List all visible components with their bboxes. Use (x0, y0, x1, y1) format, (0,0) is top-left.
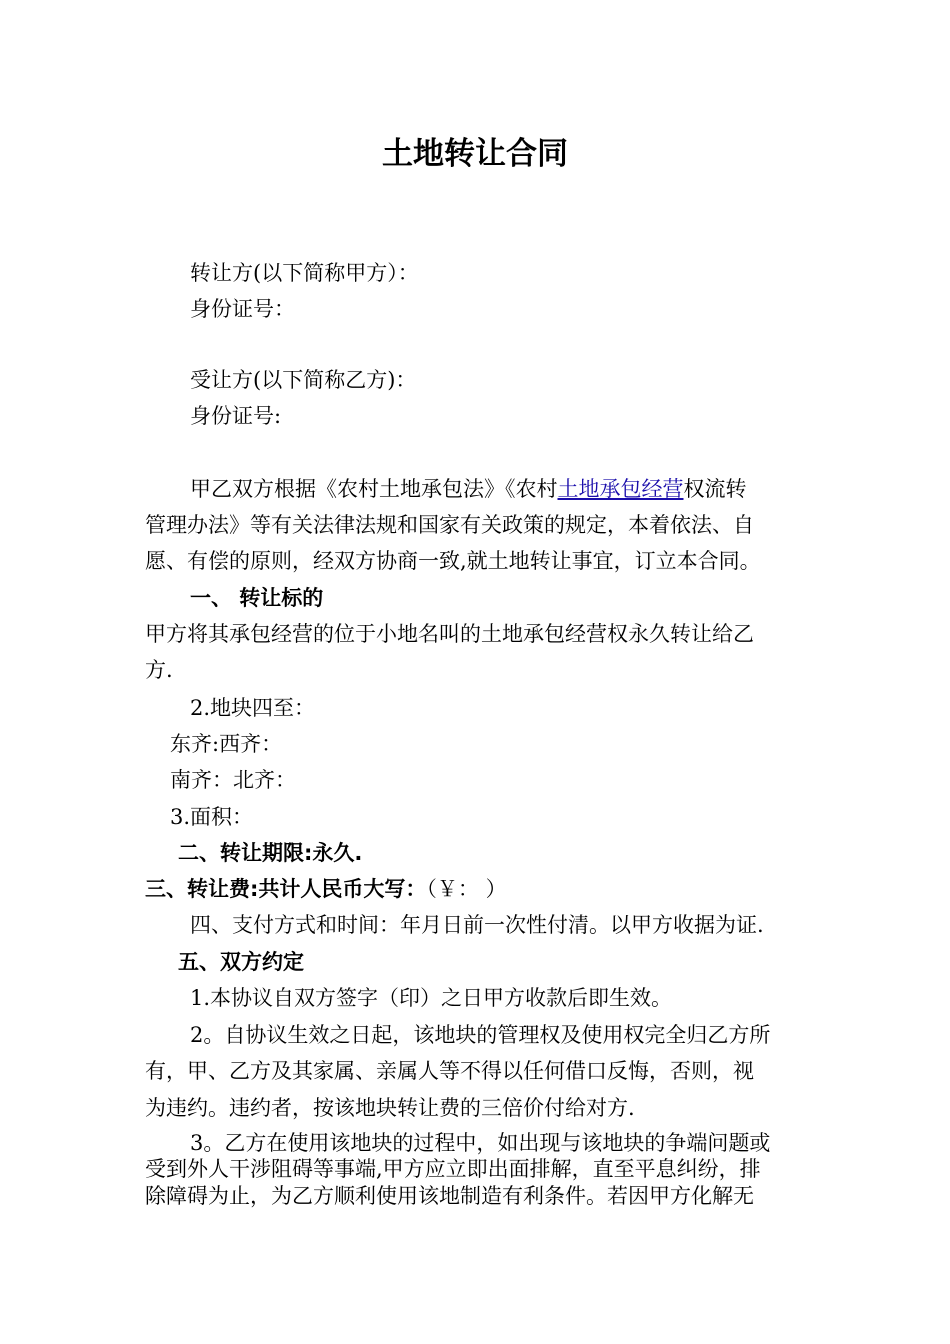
section5-item-2-line-1: 2。自协议生效之日起，该地块的管理权及使用权完全归乙方所 (190, 1023, 771, 1047)
transferee-id-line: 身份证号: (190, 404, 282, 428)
section5-item-2-line-3: 为违约。违约者，按该地块转让费的三倍价付给对方. (145, 1096, 635, 1120)
preamble-line-3: 愿、有偿的原则，经双方协商一致,就土地转让事宜，订立本合同。 (145, 549, 761, 573)
section1-east-west: 东齐:西齐： (170, 732, 283, 756)
section3-fee-label: 三、转让费:共计人民币大写： (145, 877, 427, 901)
section3-fee-amount: （￥： ） (426, 877, 507, 901)
preamble-line-2: 管理办法》等有关法律法规和国家有关政策的规定，本着依法、自 (145, 513, 754, 537)
section1-body-1: 甲方将其承包经营的位于小地名叫的土地承包经营权永久转让给乙 (145, 622, 754, 646)
section4-payment: 四、支付方式和时间：年月日前一次性付清。以甲方收据为证. (190, 913, 764, 937)
preamble-text-a: 甲乙双方根据《农村土地承包法》《农村 (190, 477, 558, 501)
transferor-id-line: 身份证号： (190, 297, 295, 321)
section3-fee (145, 874, 507, 904)
section1-south-north: 南齐：北齐： (170, 768, 296, 792)
section2-term: 二、转让期限:永久. (178, 841, 363, 865)
section1-boundaries: 2.地块四至： (190, 696, 316, 720)
transferee-line: 受让方(以下简称乙方)： (190, 368, 417, 392)
land-contract-link[interactable]: 土地承包经营 (557, 477, 684, 501)
transferor-line: 转让方(以下简称甲方）： (190, 261, 419, 285)
preamble-line-1 (190, 474, 747, 504)
section5-item-1: 1.本协议自双方签字（印）之日甲方收款后即生效。 (190, 986, 673, 1010)
section1-body-2: 方. (145, 658, 173, 682)
section5-heading: 五、双方约定 (178, 950, 304, 974)
section1-area: 3.面积： (170, 805, 254, 829)
preamble-text-b: 权流转 (683, 477, 747, 501)
section5-item-3-line-2: 受到外人干涉阻碍等事端,甲方应立即出面排解，直至平息纠纷，排 (145, 1157, 761, 1181)
section5-item-3-line-3: 除障碍为止，为乙方顺利使用该地制造有利条件。若因甲方化解无 (145, 1184, 754, 1208)
section1-heading: 一、 转让标的 (190, 586, 324, 610)
section5-item-3-line-1: 3。乙方在使用该地块的过程中，如出现与该地块的争端问题或 (190, 1131, 771, 1155)
document-title: 土地转让合同 (382, 136, 568, 172)
section5-item-2-line-2: 有，甲、乙方及其家属、亲属人等不得以任何借口反悔，否则，视 (145, 1059, 754, 1083)
